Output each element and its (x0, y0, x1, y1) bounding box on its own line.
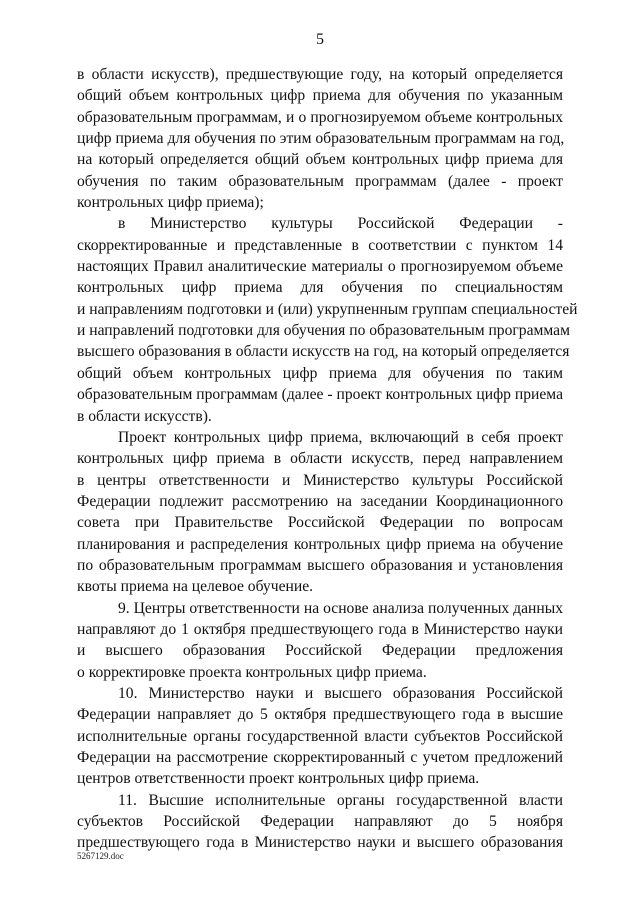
text-line: Федерации направляет до 5 октября предшествующего года в высшие (77, 706, 563, 724)
text-line: исполнительные органы государственной власти субъектов Российской (77, 727, 563, 745)
text-line: общий объем контрольных цифр приема для обучения по указанным (77, 87, 563, 105)
text-line: направляют до 1 октября предшествующего года в Министерство науки (77, 620, 563, 638)
text-line: Федерации на рассмотрение скорректированный с учетом предложений (77, 749, 563, 766)
text-line: центров ответственности проект контрольных цифр приема. (77, 770, 480, 788)
text-line: Федерации подлежит рассмотрению на заседании Координационного (77, 492, 563, 510)
text-line: контрольных цифр приема для обучения по специальностям (77, 279, 563, 297)
text-line: в Министерство культуры Российской Федерации - (118, 215, 563, 233)
text-line: предшествующего года в Министерство науки и высшего образования (77, 834, 563, 852)
text-line: образовательным программам (далее - проект контрольных цифр приема (77, 386, 563, 404)
text-line: квоты приема на целевое обучение. (77, 578, 314, 596)
text-line: в центры ответственности и Министерство культуры Российской (77, 471, 563, 489)
page-number: 5 (316, 31, 324, 48)
text-line: и направлениям подготовки и (или) укрупненным группам специальностей (77, 300, 578, 318)
text-line: 11. Высшие исполнительные органы государственной власти (118, 791, 563, 809)
text-line: образовательным программам, и о прогнозируемом объеме контрольных (77, 108, 563, 126)
document-body (77, 64, 578, 854)
text-line: контрольных цифр приема); (77, 194, 264, 212)
text-line: контрольных цифр приема в области искусств, перед направлением (77, 450, 563, 468)
text-line: по образовательным программам высшего образования и установления (77, 556, 563, 574)
text-line: 10. Министерство науки и высшего образования Российской (118, 684, 563, 702)
text-line: Проект контрольных цифр приема, включающий в себя проект (118, 428, 563, 446)
text-line: планирования и распределения контрольных цифр приема на обучение (77, 535, 563, 553)
text-line: высшего образования в области искусств на год, на который определяется (77, 343, 570, 361)
text-line: 9. Центры ответственности на основе анализа полученных данных (118, 599, 563, 617)
text-line: настоящих Правил аналитические материалы о прогнозируемом объеме (77, 258, 563, 276)
text-line: цифр приема для обучения по этим образовательным программам на год, (77, 130, 565, 148)
text-line: и высшего образования Российской Федерации предложения (77, 642, 563, 660)
text-line: субъектов Российской Федерации направляют до 5 ноября (77, 813, 563, 831)
text-line: в области искусств). (77, 407, 212, 425)
text-line: о корректировке проекта контрольных цифр приема. (77, 663, 427, 681)
text-line: совета при Правительстве Российской Федерации по вопросам (77, 514, 563, 532)
text-line: в области искусств), предшествующие году, на который определяется (77, 66, 563, 83)
text-line: обучения по таким образовательным программам (далее - проект (77, 172, 563, 190)
text-line: общий объем контрольных цифр приема для обучения по таким (77, 364, 563, 382)
text-line: скорректированные и представленные в соответствии с пунктом 14 (77, 236, 563, 254)
text-line: и направлений подготовки для обучения по образовательным программам (77, 322, 570, 340)
footer-filename: 5267129.doc (77, 851, 124, 861)
text-line: на который определяется общий объем контрольных цифр приема для (77, 151, 563, 169)
